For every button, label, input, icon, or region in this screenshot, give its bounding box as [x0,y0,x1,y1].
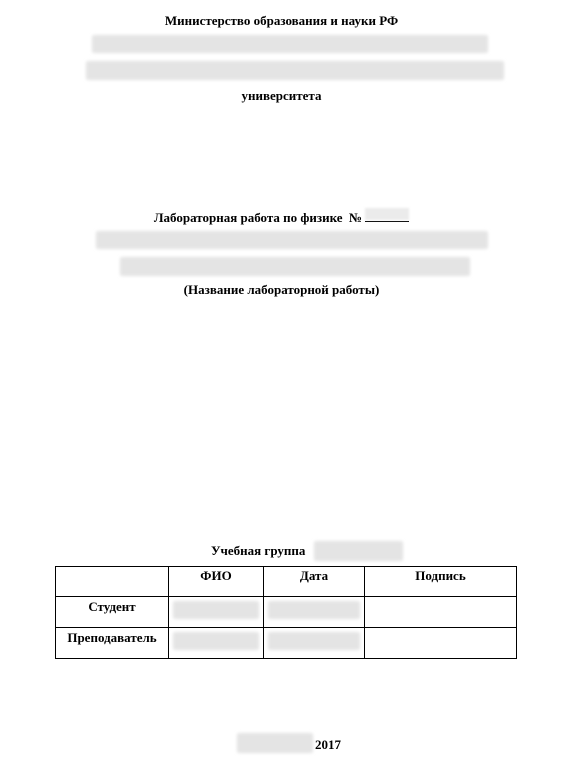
row-label-teacher: Преподаватель [56,628,169,659]
number-sign: № [349,210,363,225]
lab-number-blank [365,208,409,222]
lab-name-placeholder: (Название лабораторной работы) [183,282,380,297]
teacher-date-cell [264,628,365,659]
redacted-title-line-2 [120,257,470,276]
header-cell-fio: ФИО [169,567,264,597]
table-row-student [56,597,517,628]
university-suffix: университета [241,88,322,103]
row-label-student: Студент [56,597,169,628]
teacher-signature-cell [365,628,517,659]
header-cell-empty [56,567,169,597]
redacted-teacher-date [268,632,360,650]
lab-title [0,208,563,226]
redacted-group-number [314,541,403,561]
group-label: Учебная группа [211,543,306,558]
redacted-institution-line-2 [86,61,504,80]
table-header-row [56,567,517,597]
redacted-teacher-fio [173,632,259,650]
header-cell-date: Дата [264,567,365,597]
student-signature-cell [365,597,517,628]
table-row-teacher [56,628,517,659]
lab-title-text: Лабораторная работа по физике [153,210,343,225]
footer-year: 2017 [315,737,341,752]
redacted-city [237,733,313,753]
redacted-student-date [268,601,360,619]
student-fio-cell [169,597,264,628]
redacted-student-fio [173,601,259,619]
header-cell-signature: Подпись [365,567,517,597]
teacher-fio-cell [169,628,264,659]
redacted-title-line-1 [96,231,488,249]
student-date-cell [264,597,365,628]
ministry-heading: Министерство образования и науки РФ [164,13,399,28]
redacted-institution-line-1 [92,35,488,53]
signature-table [55,566,517,659]
